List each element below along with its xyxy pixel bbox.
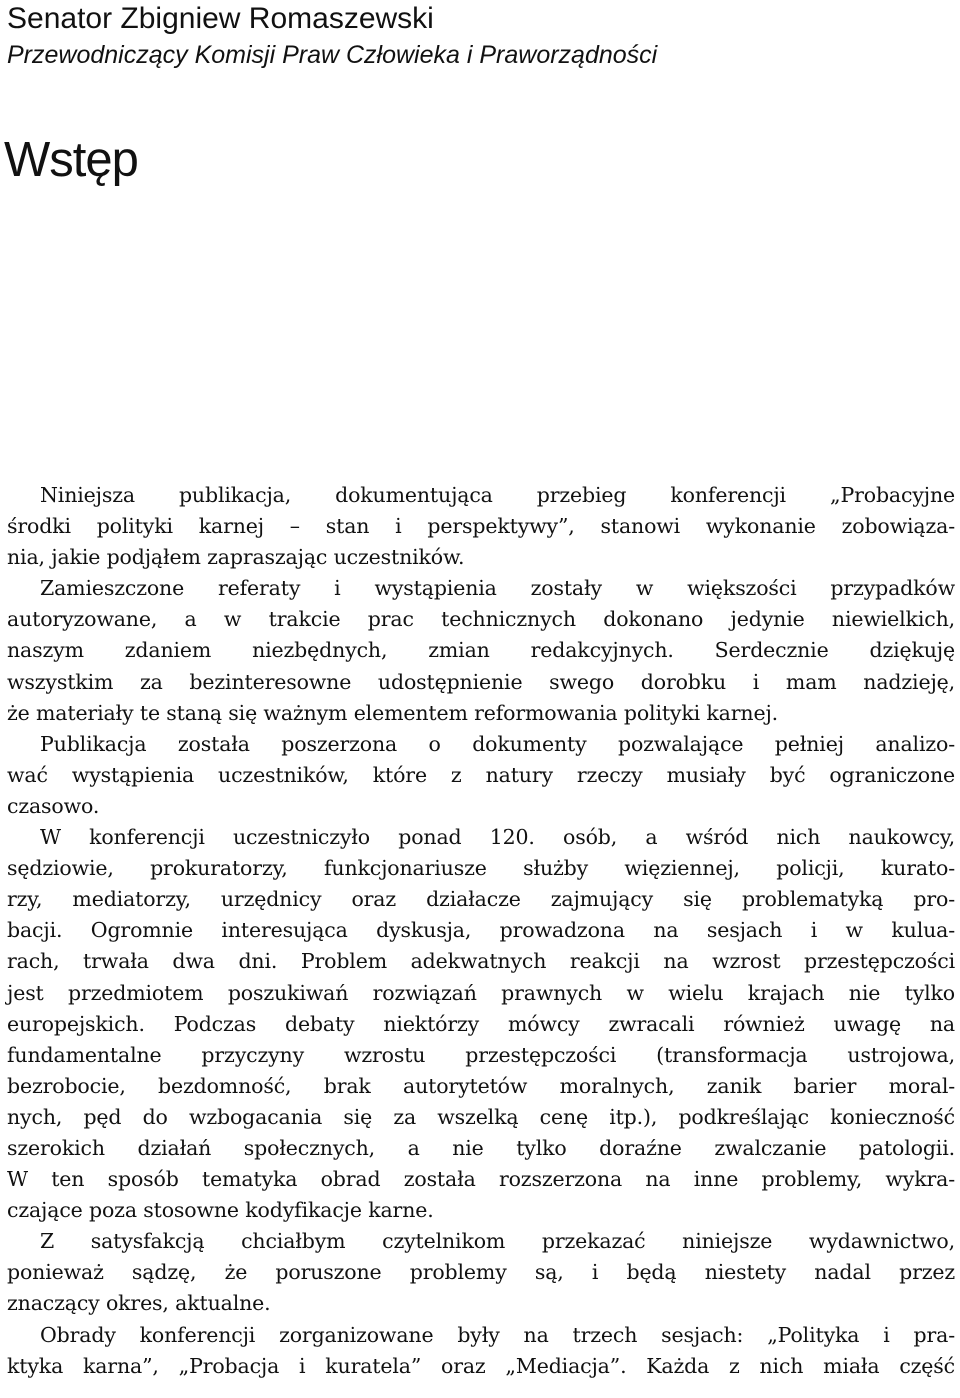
text-line: nia, jakie podjąłem zapraszając uczestników. — [7, 545, 465, 570]
text-line: że materiały te staną się ważnym elementem reformowania polityki karnej. — [7, 700, 779, 725]
paragraph-2 — [7, 573, 955, 728]
text-line: rzy, mediatorzy, urzędnicy oraz działacze zajmujący się problematyką pro- — [7, 887, 955, 912]
text-line: ktyka karna”, „Probacja i kuratela” oraz „Mediacja”. Każda z nich miała część — [7, 1353, 955, 1378]
text-line: czasowo. — [7, 793, 100, 818]
section-title: Wstęp — [4, 133, 138, 187]
text-line: W ten sposób tematyka obrad została rozszerzona na inne problemy, wykra- — [7, 1167, 955, 1192]
text-line: Z satysfakcją chciałbym czytelnikom przekazać niniejsze wydawnictwo, — [40, 1229, 955, 1254]
body-text — [7, 480, 955, 1382]
text-line: fundamentalne przyczyny wzrostu przestępczości (transformacja ustrojowa, — [7, 1042, 955, 1067]
text-line: rach, trwała dwa dni. Problem adekwatnych reakcji na wzrost przestępczości — [7, 949, 955, 974]
text-line: europejskich. Podczas debaty niektórzy mówcy zwracali również uwagę na — [7, 1011, 955, 1036]
text-line: autoryzowane, a w trakcie prac technicznych dokonano jedynie niewielkich, — [7, 607, 955, 632]
text-line: ponieważ sądzę, że poruszone problemy są, i będą niestety nadal przez — [7, 1260, 955, 1285]
text-line: Niniejsza publikacja, dokumentująca przebieg konferencji „Probacyjne — [40, 483, 955, 507]
text-line: Obrady konferencji zorganizowane były na trzech sesjach: „Polityka i pra- — [40, 1322, 955, 1347]
author-role: Przewodniczący Komisji Praw Człowieka i Praworządności — [7, 41, 658, 69]
text-line: W konferencji uczestniczyło ponad 120. osób, a wśród nich naukowcy, — [40, 825, 955, 850]
text-line: środki polityki karnej – stan i perspektywy”, stanowi wykonanie zobowiąza- — [7, 514, 955, 539]
author-name: Senator Zbigniew Romaszewski — [7, 2, 434, 35]
paragraph-6 — [7, 1320, 955, 1382]
paragraph-4 — [7, 822, 955, 1226]
text-line: naszym zdaniem niezbędnych, zmian redakcyjnych. Serdecznie dziękuję — [7, 638, 955, 663]
paragraph-5 — [7, 1226, 955, 1319]
text-line: sędziowie, prokuratorzy, funkcjonariusze służby więziennej, policji, kurato- — [7, 856, 955, 881]
paragraph-3 — [7, 729, 955, 822]
text-line: wać wystąpienia uczestników, które z natury rzeczy musiały być ograniczone — [7, 762, 955, 787]
text-line: znaczący okres, aktualne. — [7, 1291, 271, 1316]
text-line: nych, pęd do wzbogacania się za wszelką cenę itp.), podkreślając konieczność — [7, 1104, 955, 1129]
text-line: Zamieszczone referaty i wystąpienia zostały w większości przypadków — [40, 576, 955, 601]
text-line: jest przedmiotem poszukiwań rozwiązań prawnych w wielu krajach nie tylko — [7, 980, 955, 1005]
text-line: szerokich działań społecznych, a nie tylko doraźne zwalczanie patologii. — [7, 1135, 955, 1160]
paragraph-1 — [7, 480, 955, 573]
text-line: bezrobocie, bezdomność, brak autorytetów moralnych, zanik barier moral- — [7, 1073, 955, 1098]
text-line: bacji. Ogromnie interesująca dyskusja, prowadzona na sesjach i w kulua- — [7, 918, 955, 943]
text-line: Publikacja została poszerzona o dokumenty pozwalające pełniej analizo- — [40, 731, 955, 756]
text-line: czające poza stosowne kodyfikacje karne. — [7, 1198, 434, 1223]
text-line: wszystkim za bezinteresowne udostępnienie swego dorobku i mam nadzieję, — [7, 669, 955, 694]
